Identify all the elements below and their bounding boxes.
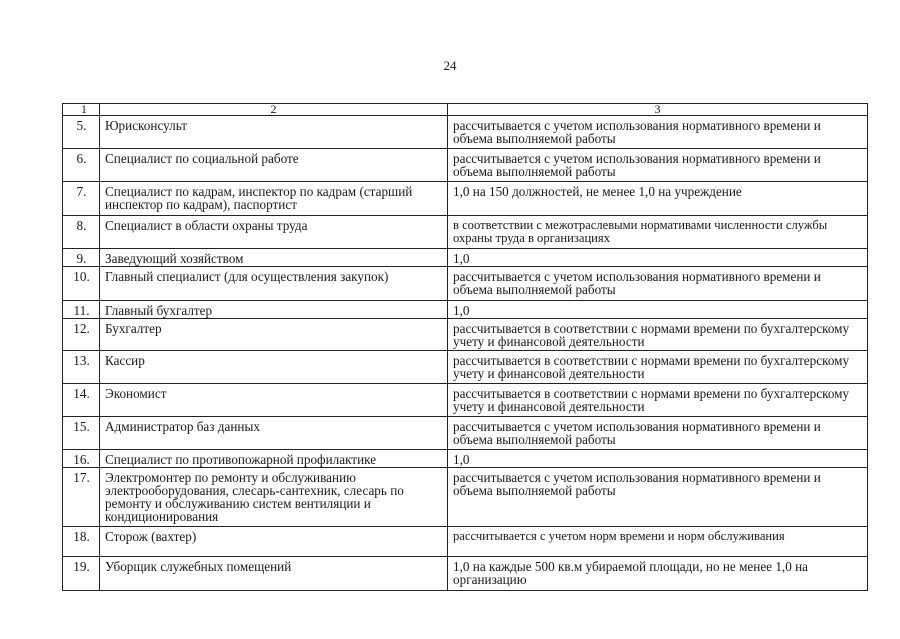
table-row [63,351,868,384]
table-row [63,319,868,351]
table-row [63,557,868,591]
staffing-norm: 1,0 [448,450,868,468]
table-row [63,249,868,267]
staffing-norm: рассчитывается в соответствии с нормами времени по бухгалтерскому учету и финансовой деятельности [448,351,868,384]
row-number: 10. [63,267,100,301]
position-name: Кассир [100,351,448,384]
position-name: Заведующий хозяйством [100,249,448,267]
table-row [63,182,868,216]
position-name: Уборщик служебных помещений [100,557,448,591]
position-name: Администратор баз данных [100,417,448,450]
position-name: Бухгалтер [100,319,448,351]
position-name: Специалист по противопожарной профилактике [100,450,448,468]
staffing-norm: рассчитывается с учетом использования нормативного времени и объема выполняемой работы [448,468,868,527]
row-number: 15. [63,417,100,450]
table-row [63,301,868,319]
table-row [63,116,868,149]
header-cell-1: 1 [63,104,100,116]
staffing-norm: рассчитывается с учетом норм времени и норм обслуживания [448,527,868,557]
row-number: 5. [63,116,100,149]
row-number: 14. [63,384,100,417]
staffing-norm: рассчитывается в соответствии с нормами времени по бухгалтерскому учету и финансовой деятельности [448,319,868,351]
header-cell-3: 3 [448,104,868,116]
table-row [63,384,868,417]
staffing-norm: рассчитывается с учетом использования нормативного времени и объема выполняемой работы [448,267,868,301]
table-row [63,417,868,450]
row-number: 17. [63,468,100,527]
row-number: 9. [63,249,100,267]
staffing-norm: 1,0 [448,249,868,267]
header-cell-2: 2 [100,104,448,116]
staffing-norm: 1,0 на 150 должностей, не менее 1,0 на учреждение [448,182,868,216]
row-number: 8. [63,216,100,249]
row-number: 18. [63,527,100,557]
position-name: Юрисконсульт [100,116,448,149]
position-name: Специалист по социальной работе [100,149,448,182]
staffing-norm: 1,0 на каждые 500 кв.м убираемой площади, но не менее 1,0 на организацию [448,557,868,591]
staffing-norm: рассчитывается с учетом использования нормативного времени и объема выполняемой работы [448,417,868,450]
row-number: 12. [63,319,100,351]
table-row [63,468,868,527]
table-row [63,149,868,182]
table-row [63,267,868,301]
staffing-norm: рассчитывается с учетом использования нормативного времени и объема выполняемой работы [448,149,868,182]
position-name: Специалист в области охраны труда [100,216,448,249]
position-name: Электромонтер по ремонту и обслуживанию электрооборудования, слесарь-сантехник, слесарь по ремонту и обслуживанию систем вентиляции и кондиционирования [100,468,448,527]
staffing-norm: рассчитывается с учетом использования нормативного времени и объема выполняемой работы [448,116,868,149]
row-number: 16. [63,450,100,468]
page-number: 24 [443,58,457,73]
row-number: 6. [63,149,100,182]
position-name: Главный специалист (для осуществления закупок) [100,267,448,301]
position-name: Главный бухгалтер [100,301,448,319]
position-name: Специалист по кадрам, инспектор по кадрам (старший инспектор по кадрам), паспортист [100,182,448,216]
row-number: 7. [63,182,100,216]
staffing-norms-table [62,103,868,591]
row-number: 11. [63,301,100,319]
staffing-norm: рассчитывается в соответствии с нормами времени по бухгалтерскому учету и финансовой деятельности [448,384,868,417]
position-name: Сторож (вахтер) [100,527,448,557]
table-row [63,216,868,249]
table-row [63,450,868,468]
table-row [63,527,868,557]
position-name: Экономист [100,384,448,417]
staffing-norm: в соответствии с межотраслевыми нормативами численности службы охраны труда в организациях [448,216,868,249]
row-number: 13. [63,351,100,384]
row-number: 19. [63,557,100,591]
table-header-row [63,104,868,116]
staffing-norm: 1,0 [448,301,868,319]
